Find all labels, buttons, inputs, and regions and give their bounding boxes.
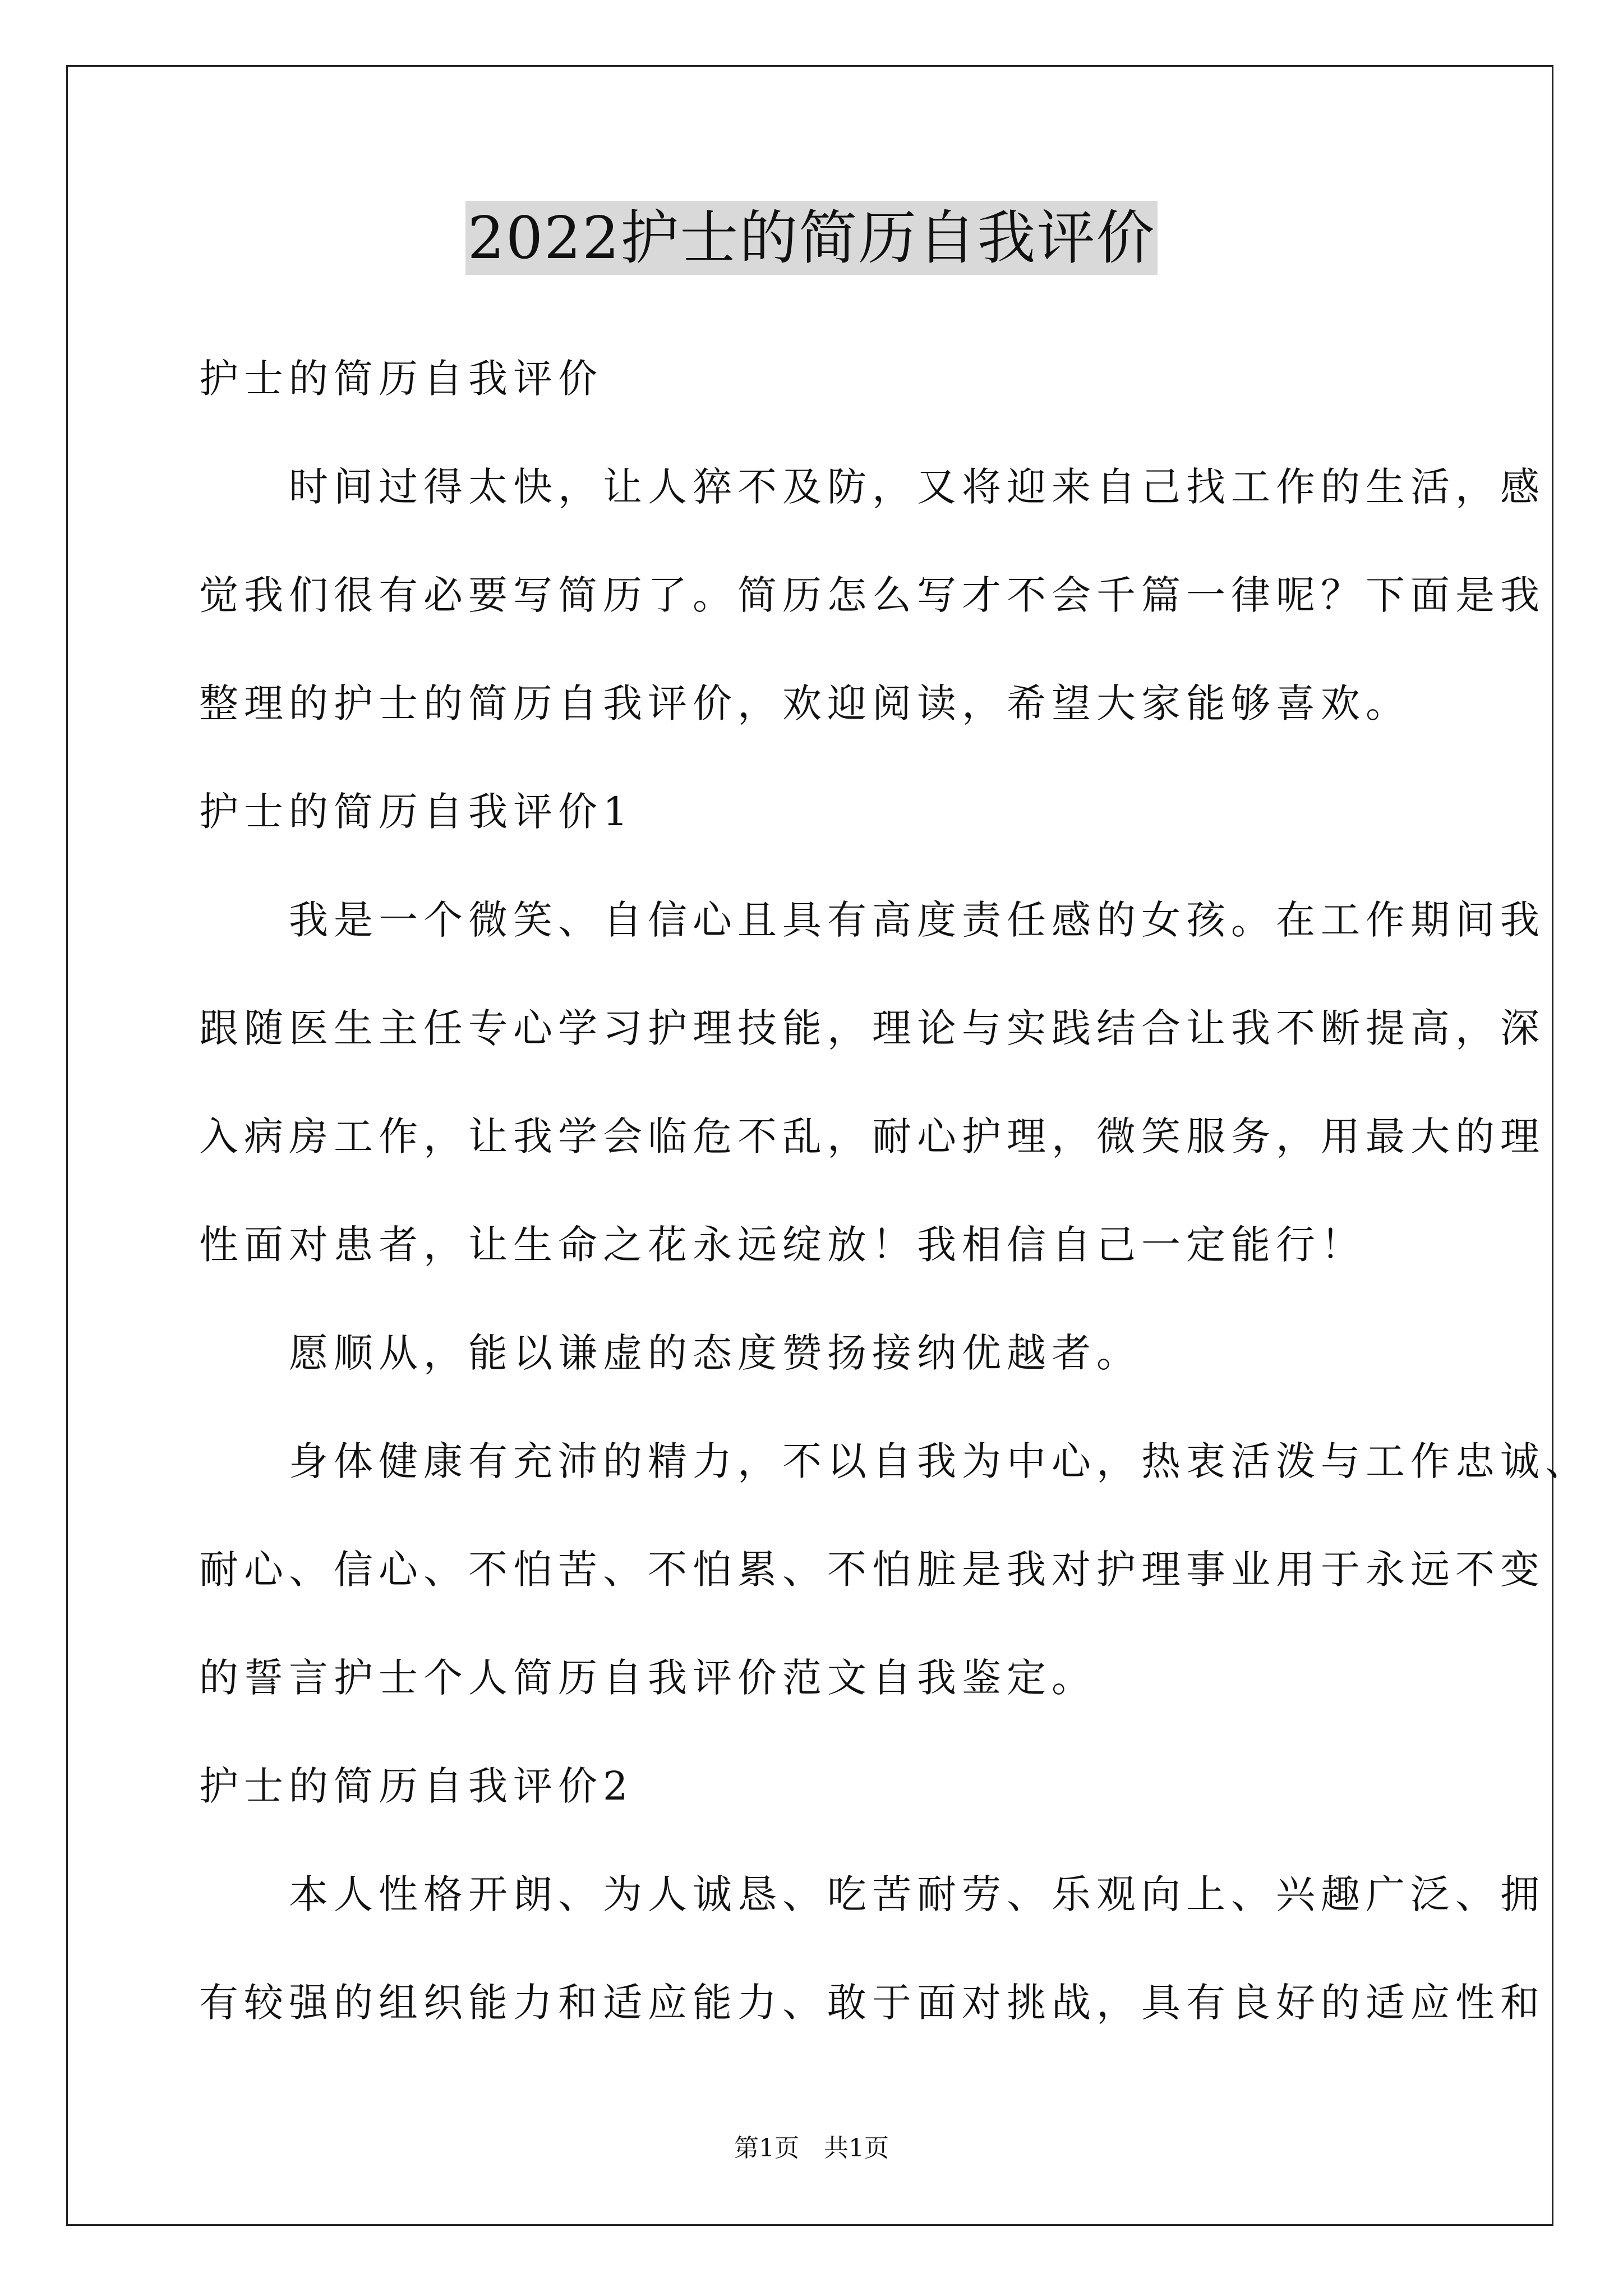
paragraph-line: 我是一个微笑、自信心且具有高度责任感的女孩。在工作期间我 (199, 897, 1545, 943)
section-heading: 护士的简历自我评价2 (199, 1763, 634, 1809)
section-heading: 护士的简历自我评价1 (199, 789, 634, 835)
title-container (0, 201, 1623, 275)
paragraph-line: 跟随医生主任专心学习护理技能，理论与实践结合让我不断提高，深 (199, 1005, 1545, 1051)
paragraph-line: 入病房工作，让我学会临危不乱，耐心护理，微笑服务，用最大的理 (199, 1114, 1545, 1159)
paragraph-line: 愿顺从，能以谦虚的态度赞扬接纳优越者。 (199, 1330, 1141, 1376)
paragraph-line: 的誓言护士个人简历自我评价范文自我鉴定。 (199, 1655, 1096, 1701)
paragraph-line: 觉我们很有必要写简历了。简历怎么写才不会千篇一律呢？下面是我 (199, 572, 1545, 618)
paragraph-line: 本人性格开朗、为人诚恳、吃苦耐劳、乐观向上、兴趣广泛、拥 (199, 1871, 1545, 1917)
document-title: 2022护士的简历自我评价 (465, 201, 1158, 275)
paragraph-line: 身体健康有充沛的精力，不以自我为中心，热衷活泼与工作忠诚、 (199, 1438, 1590, 1484)
paragraph-line: 性面对患者，让生命之花永远绽放！我相信自己一定能行！ (199, 1222, 1366, 1268)
paragraph-line: 时间过得太快，让人猝不及防，又将迎来自己找工作的生活，感 (199, 464, 1545, 510)
paragraph-line: 有较强的组织能力和适应能力、敢于面对挑战，具有良好的适应性和 (199, 1980, 1545, 2026)
page-footer: 第1页 共1页 (734, 2134, 889, 2162)
paragraph-line: 耐心、信心、不怕苦、不怕累、不怕脏是我对护理事业用于永远不变 (199, 1547, 1545, 1593)
section-heading: 护士的简历自我评价 (199, 356, 603, 402)
paragraph-line: 整理的护士的简历自我评价，欢迎阅读，希望大家能够喜欢。 (199, 680, 1410, 726)
